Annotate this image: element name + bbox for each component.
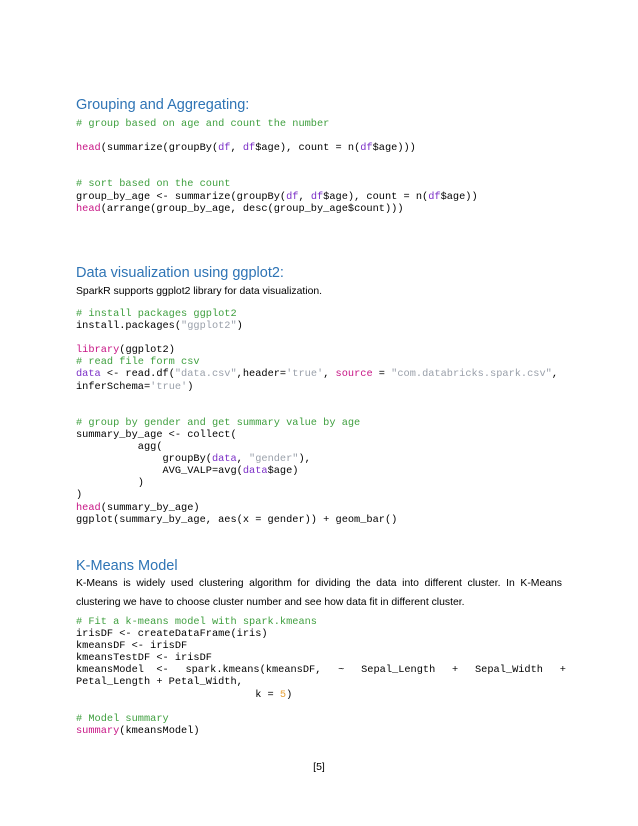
code-line: head(summarize(groupBy(df, df$age), count = n(df$age))) [76,142,416,155]
code-line-justified: kmeansModel <- spark.kmeans(kmeansDF, ~ Sepal_Length + Sepal_Width + [76,664,566,677]
code-line: group_by_age <- summarize(groupBy(df, df$age), count = n(df$age)) [76,190,478,203]
code-line: install.packages("ggplot2") [76,320,243,333]
code-line: k = 5) [76,688,293,701]
code-line: summary(kmeansModel) [76,724,200,737]
code-line: ) [76,489,83,502]
code-line-spacer [76,701,566,713]
code-line: inferSchema='true') [76,380,194,393]
code-comment: # sort based on the count [76,178,231,191]
code-comment: # install packages ggplot2 [76,308,237,320]
code-line: groupBy(data, "gender"), [76,453,311,466]
code-line-spacer [76,405,566,417]
code-line: head(arrange(group_by_age, desc(group_by_age$count))) [76,202,404,215]
code-comment: # read file form csv [76,356,200,369]
code-line: kmeansTestDF <- irisDF [76,652,212,665]
code-line: ggplot(summary_by_age, aes(x = gender)) + geom_bar() [76,513,398,526]
code-comment: # Fit a k-means model with spark.kmeans [76,616,317,628]
code-block-grouping [76,118,566,215]
code-line: ) [76,477,144,490]
code-block-kmeans [76,616,566,737]
code-line: kmeansDF <- irisDF [76,640,188,653]
section-heading-grouping: Grouping and Aggregating: [76,97,250,113]
code-line-spacer [76,130,566,142]
code-line: agg( [76,441,163,454]
code-line: data <- read.df("data.csv",header='true', source = "com.databricks.spark.csv", [76,368,559,381]
section-intro-visualization: SparkR supports ggplot2 library for data visualization. [76,286,323,297]
code-line: head(summary_by_age) [76,501,200,514]
code-comment: # group by gender and get summary value by age [76,416,361,429]
code-line: summary_by_age <- collect( [76,428,237,441]
section-heading-kmeans: K-Means Model [76,558,178,574]
code-comment: # Model summary [76,712,169,725]
code-line: library(ggplot2) [76,344,175,357]
page-number: [5] [313,761,325,773]
code-line: Petal_Length + Petal_Width, [76,676,243,689]
code-line-spacer [76,154,566,166]
code-comment: # group based on age and count the number [76,118,330,130]
code-line-spacer [76,393,566,405]
code-line-spacer [76,166,566,178]
code-block-visualization [76,308,566,526]
section-intro-kmeans: K-Means is widely used clustering algorithm for dividing the data into different cluster. In K-Means clustering we have to choose cluster number and see how data fit in different cluster. [76,578,562,608]
code-line: irisDF <- createDataFrame(iris) [76,628,268,641]
code-line: AVG_VALP=avg(data$age) [76,465,299,478]
section-heading-visualization: Data visualization using ggplot2: [76,265,284,281]
code-line-spacer [76,332,566,344]
